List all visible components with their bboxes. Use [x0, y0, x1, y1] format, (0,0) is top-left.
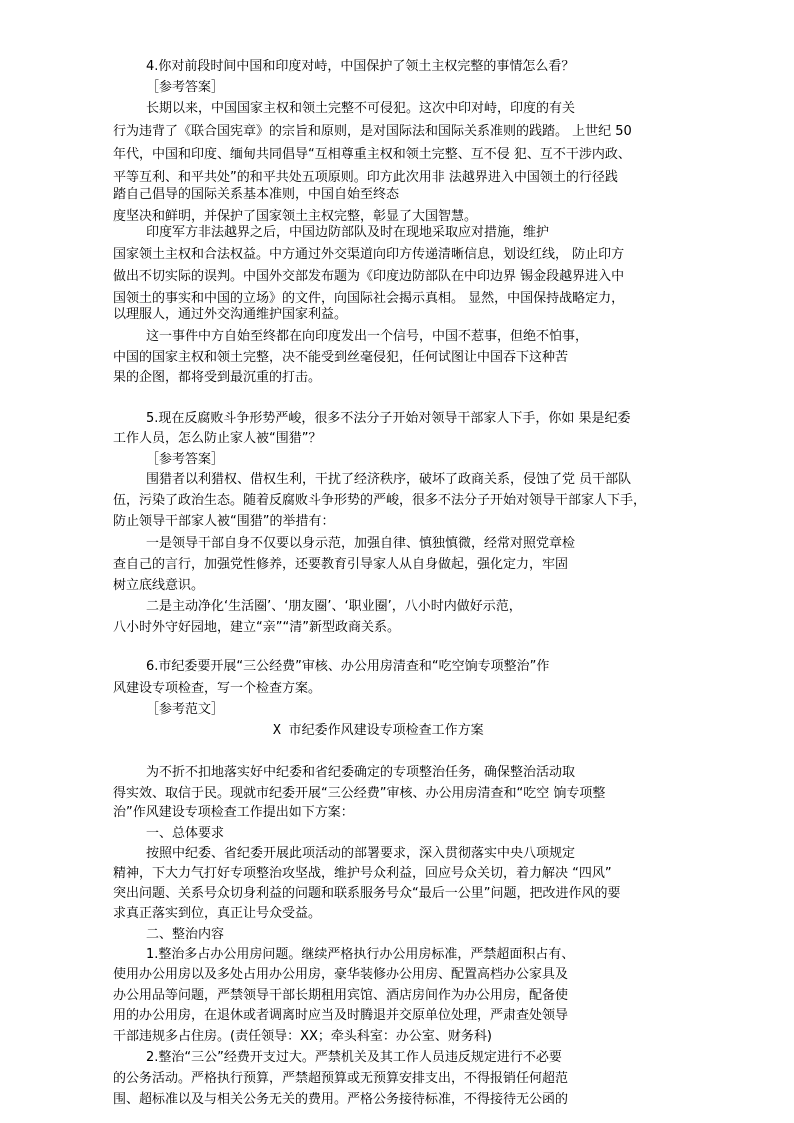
- text-line: 风建设专项检查，写一个检查方案。: [113, 681, 322, 696]
- text-line: 印度军方非法越界之后，中国边防部队及时在现地采取应对措施，维护: [146, 225, 550, 240]
- text-line: 查自己的言行，加强党性修养，还要教育引导家人从自身做起，强化定力，牢固: [113, 557, 569, 572]
- text-line: 平等互利、和平共处”的和平共处五项原则。印方此次用非 法越界进入中国领土的行径践: [113, 170, 618, 185]
- text-line: 伍，污染了政治生态。随着反腐败斗争形势的严峻，很多不法分子开始对领导干部家人下手，: [113, 493, 647, 508]
- text-line: 树立底线意识。: [113, 578, 205, 593]
- text-line: 这一事件中方自始至终都在向印度发出一个信号，中国不惹事，但绝不怕事，: [146, 329, 589, 344]
- text-line: 围猎者以利猎权、借权生利，干扰了经济秩序，破坏了政商关系，侵蚀了党 员干部队: [146, 472, 632, 487]
- text-line: 果的企图，都将受到最沉重的打击。: [113, 370, 322, 385]
- text-line: 为不折不扣地落实好中纪委和省纪委确定的专项整治任务，确保整治活动取: [146, 765, 576, 780]
- text-line: 以理服人，通过外交沟通维护国家利益。: [113, 307, 348, 322]
- text-line: 突出问题、关系号众切身利益的问题和联系服务号众“最后一公里”问题，把改进作风的要: [113, 886, 621, 901]
- text-line: 2.整治“三公”经费开支过大。严禁机关及其工作人员违反规定进行不必要: [146, 1050, 562, 1065]
- answer-label: ［参考答案］: [146, 452, 225, 467]
- text-line: 长期以来，中国国家主权和领土完整不可侵犯。这次中印对峙，印度的有关: [146, 101, 576, 116]
- text-line: 1.整治多占办公用房问题。继续严格执行办公用房标准，严禁超面积占有、: [146, 947, 575, 962]
- sample-label: ［参考范文］: [146, 702, 225, 717]
- question-6: 6.市纪委要开展“三公经费”审核、办公用房清查和“吃空饷专项整治”作: [146, 659, 550, 674]
- text-line: 工作人员，怎么防止家人被“围猎”？: [113, 431, 322, 446]
- text-line: 得实效、取信于民。现就市纪委开展“三公经费”审核、办公用房清查和“吃空 饷专项整: [113, 786, 606, 801]
- text-line: 的公务活动。严格执行预算，严禁超预算或无预算安排支出，不得报销任何超范: [113, 1071, 569, 1086]
- text-line: 用的办公用房，在退休或者调离时应当及时腾退并交原单位处理，严肃查处领导: [113, 1008, 569, 1023]
- text-line: 国家领土主权和合法权益。中方通过外交渠道向印方传递清晰信息，划设红线， 防止印方: [113, 247, 625, 262]
- text-line: 二是主动净化‘生活圈’、‘朋友圈’、‘职业圈’，八小时内做好示范，: [146, 599, 522, 614]
- text-line: 办公用品等问题，严禁领导干部长期租用宾馆、酒店房间作为办公用房，配备使: [113, 988, 569, 1003]
- text-line: 干部违规多占住房。(责任领导：XX；牵头科室：办公室、财务科): [113, 1029, 492, 1044]
- text-line: 围、超标准以及与相关公务无关的费用。严格公务接待标准，不得接待无公函的: [113, 1092, 569, 1107]
- text-line: 求真正落实到位，真正让号众受益。: [113, 906, 322, 921]
- text-line: 治”作风建设专项检查工作提出如下方案：: [113, 805, 354, 820]
- text-line: 防止领导干部家人被“围猎”的举措有：: [113, 514, 335, 529]
- text-line: 按照中纪委、省纪委开展此项活动的部署要求，深入贯彻落实中央八项规定: [146, 846, 576, 861]
- text-line: 八小时外守好园地，建立“亲”“清”新型政商关系。: [113, 620, 400, 635]
- text-line: 行为违背了《联合国宪章》的宗旨和原则，是对国际法和国际关系准则的践踏。 上世纪 50: [113, 124, 632, 139]
- text-line: 度坚决和鲜明，并保护了国家领土主权完整，彰显了大国智慧。: [113, 209, 478, 224]
- text-line: 精神，下大力气打好专项整治攻坚战，维护号众利益，回应号众关切，着力解决 “四风”: [113, 866, 612, 881]
- question-4: 4.你对前段时间中国和印度对峙，中国保护了领土主权完整的事情怎么看？: [146, 59, 575, 74]
- section-heading: 一、总体要求: [146, 826, 225, 841]
- text-line: 年代，中国和印度、缅甸共同倡导“互相尊重主权和领土完整、互不侵 犯、互不干涉内政、: [113, 147, 631, 162]
- text-line: 国领土的事实和中国的立场》的文件，向国际社会揭示真相。 显然，中国保持战略定力，: [113, 291, 625, 306]
- question-5: 5.现在反腐败斗争形势严峻，很多不法分子开始对领导干部家人下手，你如 果是纪委: [146, 411, 631, 426]
- text-line: 踏自己倡导的国际关系基本准则，中国自始至终态: [113, 187, 400, 202]
- answer-label: ［参考答案］: [146, 80, 225, 95]
- text-line: 一是领导干部自身不仅要以身示范，加强自律、慎独慎微，经常对照党章检: [146, 536, 576, 551]
- text-line: 使用办公用房以及多处占用办公用房，豪华装修办公用房、配置高档办公家具及: [113, 967, 569, 982]
- section-heading: 二、整治内容: [146, 927, 225, 942]
- text-line: 中国的国家主权和领土完整，决不能受到丝毫侵犯，任何试图让中国吞下这种苦: [113, 350, 569, 365]
- text-line: 做出不切实际的误判。中国外交部发布题为《印度边防部队在中印边界 锡金段越界进入中: [113, 269, 625, 284]
- plan-title: X 市纪委作风建设专项检查工作方案: [273, 723, 484, 738]
